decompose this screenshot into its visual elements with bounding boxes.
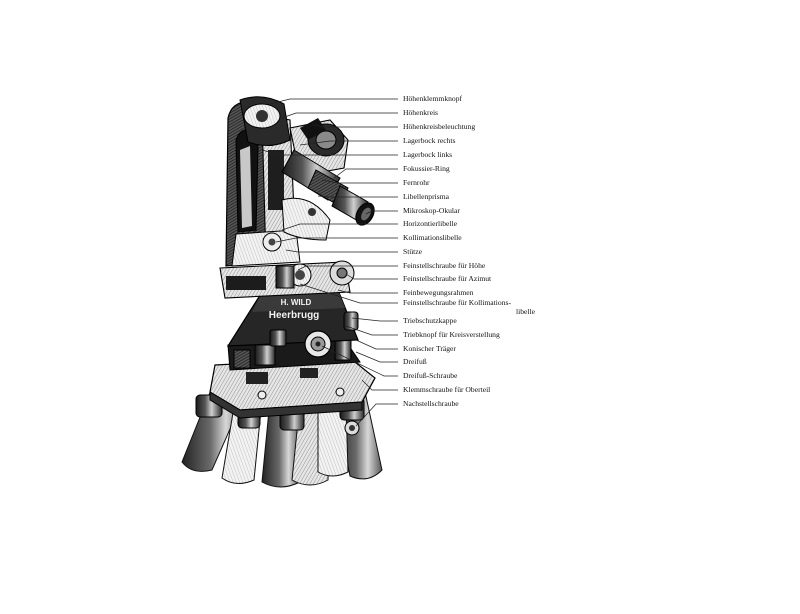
label-fernrohr: Fernrohr: [403, 178, 430, 187]
label-hoehenkreis: Höhenkreis: [403, 108, 439, 117]
standards: [226, 97, 300, 266]
label-hoehenkreisbeleuchtung: Höhenkreisbeleuchtung: [403, 122, 476, 131]
label-fokussier-ring: Fokussier-Ring: [403, 164, 450, 173]
telescope: [282, 118, 378, 240]
label-feinstellschraube-hoehe: Feinstellschraube für Höhe: [403, 261, 486, 270]
manufacturer-badge-line2: Heerbrugg: [268, 310, 320, 321]
label-feinstellschraube-kollimation: [403, 298, 535, 316]
label-hoehenklemmknopf: Höhenklemmknopf: [403, 94, 463, 103]
manufacturer-badge-line1: H. WILD: [280, 298, 312, 307]
label-mikroskop-okular: Mikroskop-Okular: [403, 206, 460, 215]
label-konischer-traeger: Konischer Träger: [403, 344, 456, 353]
label-feinstellschraube-kollimation-line1: Feinstellschraube für Kollimations-: [403, 298, 511, 307]
label-lagerbock-rechts: Lagerbock rechts: [403, 136, 456, 145]
label-feinstellschraube-kollimation-line2: libelle: [516, 307, 535, 316]
label-lagerbock-links: Lagerbock links: [403, 150, 453, 159]
label-stuetze: Stütze: [403, 247, 422, 256]
label-libellenprisma: Libellenprisma: [403, 192, 449, 201]
label-dreifuss-schraube: Dreifuß-Schraube: [403, 371, 458, 380]
label-kollimationslibelle: Kollimationslibelle: [403, 233, 462, 242]
label-klemmschraube-oberteil: Klemmschraube für Oberteil: [403, 385, 491, 394]
label-dreifuss: Dreifuß: [403, 357, 427, 366]
label-triebschutzkappe: Triebschutzkappe: [403, 316, 457, 325]
label-feinstellschraube-azimut: Feinstellschraube für Azimut: [403, 274, 492, 283]
label-triebknopf-kreisverstellung: Triebknopf für Kreisverstellung: [403, 330, 500, 339]
label-feinbewegungsrahmen: Feinbewegungsrahmen: [403, 288, 474, 297]
label-horizontierlibelle: Horizontierlibelle: [403, 219, 457, 228]
label-nachstellschraube: Nachstellschraube: [403, 399, 459, 408]
fine-motion-frame: [220, 261, 354, 298]
